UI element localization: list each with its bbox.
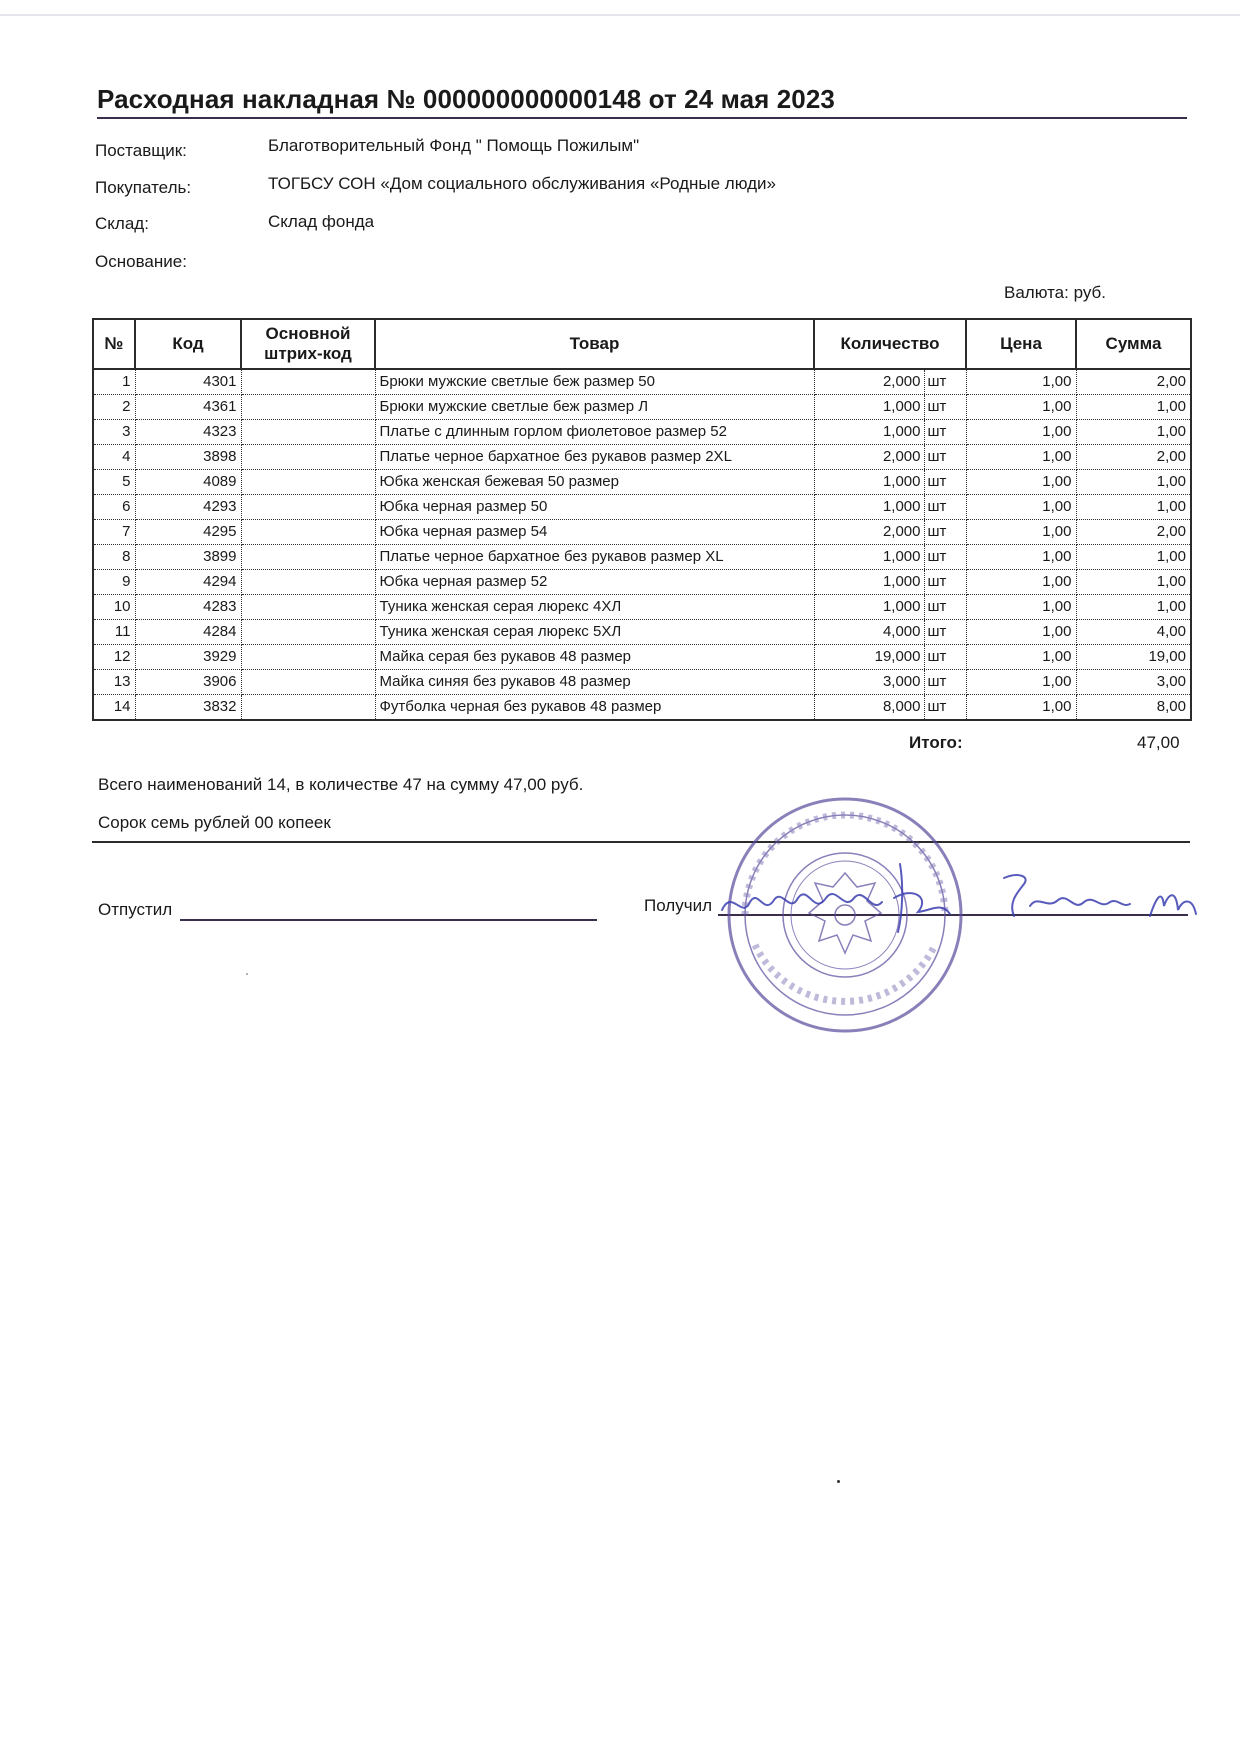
col-header-sum: Сумма: [1076, 319, 1191, 369]
released-label: Отпустил: [98, 900, 173, 919]
row-num: 7: [93, 520, 135, 545]
row-qty: [814, 420, 966, 445]
row-price: 1,00: [966, 520, 1076, 545]
row-unit: шт: [924, 445, 962, 469]
table-row: [93, 470, 1191, 495]
row-qty-value: 1,000: [882, 498, 921, 515]
row-unit: шт: [924, 395, 962, 419]
row-sum: 8,00: [1076, 695, 1191, 721]
col-header-code: Код: [135, 319, 241, 369]
row-barcode: [241, 620, 375, 645]
document-title: Расходная накладная № 000000000000148 от 24 мая 2023: [97, 84, 835, 114]
currency-label: Валюта: руб.: [1004, 283, 1106, 302]
row-unit: шт: [924, 645, 962, 669]
row-product: Брюки мужские светлые беж размер 50: [375, 369, 814, 395]
row-qty-value: 1,000: [882, 573, 921, 590]
buyer-label: Покупатель:: [95, 178, 192, 197]
col-header-barcode-line2: штрих-код: [264, 344, 352, 363]
table-row: [93, 445, 1191, 470]
row-num: 10: [93, 595, 135, 620]
row-product: Футболка черная без рукавов 48 размер: [375, 695, 814, 721]
row-product: Брюки мужские светлые беж размер Л: [375, 395, 814, 420]
col-header-qty: Количество: [814, 319, 966, 369]
row-qty-value: 1,000: [882, 423, 921, 440]
row-barcode: [241, 570, 375, 595]
row-qty: [814, 395, 966, 420]
row-unit: шт: [924, 570, 962, 594]
warehouse-label: Склад:: [95, 214, 149, 233]
table-header-row: [93, 319, 1191, 369]
row-price: 1,00: [966, 570, 1076, 595]
row-sum: 1,00: [1076, 595, 1191, 620]
supplier-label: Поставщик:: [95, 141, 187, 160]
row-num: 14: [93, 695, 135, 721]
row-product: Туника женская серая люрекс 4ХЛ: [375, 595, 814, 620]
row-price: 1,00: [966, 369, 1076, 395]
col-header-barcode-line1: Основной: [265, 324, 351, 343]
row-product: Юбка черная размер 52: [375, 570, 814, 595]
row-barcode: [241, 595, 375, 620]
row-price: 1,00: [966, 645, 1076, 670]
row-qty-value: 19,000: [874, 648, 921, 665]
buyer-value: ТОГБСУ СОН «Дом социального обслуживания «Родные люди»: [268, 174, 776, 193]
row-product: Платье черное бархатное без рукавов размер 2XL: [375, 445, 814, 470]
scan-speck: [246, 973, 248, 975]
row-price: 1,00: [966, 670, 1076, 695]
row-price: 1,00: [966, 545, 1076, 570]
row-price: 1,00: [966, 595, 1076, 620]
row-code: 3906: [135, 670, 241, 695]
row-sum: 1,00: [1076, 570, 1191, 595]
row-price: 1,00: [966, 445, 1076, 470]
row-qty: [814, 470, 966, 495]
row-qty: [814, 545, 966, 570]
row-sum: 4,00: [1076, 620, 1191, 645]
row-num: 8: [93, 545, 135, 570]
table-row: [93, 495, 1191, 520]
basis-label: Основание:: [95, 252, 187, 271]
row-price: 1,00: [966, 620, 1076, 645]
row-qty: [814, 620, 966, 645]
warehouse-value: Склад фонда: [268, 212, 375, 231]
row-product: Туника женская серая люрекс 5ХЛ: [375, 620, 814, 645]
row-qty-value: 2,000: [882, 448, 921, 465]
row-barcode: [241, 645, 375, 670]
row-product: Юбка женская бежевая 50 размер: [375, 470, 814, 495]
col-header-num: №: [93, 319, 135, 369]
row-num: 9: [93, 570, 135, 595]
row-code: 4294: [135, 570, 241, 595]
row-unit: шт: [924, 420, 962, 444]
row-code: 3832: [135, 695, 241, 721]
row-unit: шт: [924, 595, 962, 619]
row-qty-value: 1,000: [882, 473, 921, 490]
amount-in-words: Сорок семь рублей 00 копеек: [98, 813, 331, 832]
row-qty: [814, 369, 966, 395]
row-sum: 1,00: [1076, 395, 1191, 420]
row-barcode: [241, 395, 375, 420]
row-qty: [814, 670, 966, 695]
row-unit: шт: [924, 670, 962, 694]
row-barcode: [241, 545, 375, 570]
row-code: 4295: [135, 520, 241, 545]
row-barcode: [241, 670, 375, 695]
row-code: 4283: [135, 595, 241, 620]
summary-text: Всего наименований 14, в количестве 47 на сумму 47,00 руб.: [98, 775, 584, 794]
row-qty-value: 8,000: [882, 698, 921, 715]
row-num: 1: [93, 369, 135, 395]
row-qty: [814, 595, 966, 620]
row-unit: шт: [924, 545, 962, 569]
row-sum: 3,00: [1076, 670, 1191, 695]
received-label: Получил: [644, 896, 712, 915]
row-qty-value: 4,000: [882, 623, 921, 640]
total-label: Итого:: [909, 733, 963, 752]
row-barcode: [241, 495, 375, 520]
page-top-edge: [0, 14, 1240, 16]
col-header-price: Цена: [966, 319, 1076, 369]
row-sum: 1,00: [1076, 420, 1191, 445]
row-code: 4284: [135, 620, 241, 645]
row-qty-value: 2,000: [882, 373, 921, 390]
row-qty: [814, 520, 966, 545]
handwritten-signature: [718, 858, 1208, 938]
words-underline: [92, 841, 1190, 843]
row-code: 4301: [135, 369, 241, 395]
table-row: [93, 545, 1191, 570]
row-price: 1,00: [966, 470, 1076, 495]
row-sum: 19,00: [1076, 645, 1191, 670]
row-sum: 2,00: [1076, 445, 1191, 470]
row-code: 4089: [135, 470, 241, 495]
row-unit: шт: [924, 470, 962, 494]
row-qty: [814, 570, 966, 595]
row-qty-value: 1,000: [882, 598, 921, 615]
row-num: 6: [93, 495, 135, 520]
title-underline: [97, 117, 1187, 119]
row-code: 3899: [135, 545, 241, 570]
row-sum: 2,00: [1076, 369, 1191, 395]
supplier-value: Благотворительный Фонд " Помощь Пожилым": [268, 136, 640, 155]
row-product: Майка серая без рукавов 48 размер: [375, 645, 814, 670]
row-barcode: [241, 420, 375, 445]
table-row: [93, 369, 1191, 395]
row-code: 3898: [135, 445, 241, 470]
row-num: 5: [93, 470, 135, 495]
row-barcode: [241, 470, 375, 495]
row-barcode: [241, 369, 375, 395]
row-sum: 2,00: [1076, 520, 1191, 545]
col-header-product: Товар: [375, 319, 814, 369]
table-row: [93, 670, 1191, 695]
total-value: 47,00: [1137, 733, 1180, 752]
row-num: 12: [93, 645, 135, 670]
row-barcode: [241, 520, 375, 545]
col-header-barcode: [241, 319, 375, 369]
table-body: [93, 369, 1191, 720]
row-unit: шт: [924, 695, 962, 719]
row-unit: шт: [924, 495, 962, 519]
table-row: [93, 570, 1191, 595]
row-sum: 1,00: [1076, 470, 1191, 495]
row-code: 4361: [135, 395, 241, 420]
row-barcode: [241, 445, 375, 470]
row-sum: 1,00: [1076, 545, 1191, 570]
table-row: [93, 645, 1191, 670]
row-num: 11: [93, 620, 135, 645]
released-signature-line: [180, 919, 597, 921]
row-qty: [814, 445, 966, 470]
row-qty: [814, 495, 966, 520]
row-qty-value: 3,000: [882, 673, 921, 690]
row-product: Платье черное бархатное без рукавов размер XL: [375, 545, 814, 570]
row-price: 1,00: [966, 420, 1076, 445]
row-num: 2: [93, 395, 135, 420]
row-product: Майка синяя без рукавов 48 размер: [375, 670, 814, 695]
row-qty: [814, 645, 966, 670]
row-code: 4323: [135, 420, 241, 445]
table-row: [93, 695, 1191, 721]
row-qty: [814, 695, 966, 721]
scan-speck: [837, 1480, 840, 1483]
row-price: 1,00: [966, 495, 1076, 520]
row-code: 4293: [135, 495, 241, 520]
row-unit: шт: [924, 520, 962, 544]
row-barcode: [241, 695, 375, 721]
row-product: Юбка черная размер 54: [375, 520, 814, 545]
row-num: 13: [93, 670, 135, 695]
table-row: [93, 620, 1191, 645]
row-sum: 1,00: [1076, 495, 1191, 520]
row-qty-value: 1,000: [882, 398, 921, 415]
row-unit: шт: [924, 370, 962, 394]
table-row: [93, 395, 1191, 420]
row-price: 1,00: [966, 395, 1076, 420]
items-table: [92, 318, 1192, 721]
row-num: 3: [93, 420, 135, 445]
row-num: 4: [93, 445, 135, 470]
table-row: [93, 420, 1191, 445]
row-qty-value: 2,000: [882, 523, 921, 540]
table-row: [93, 520, 1191, 545]
row-price: 1,00: [966, 695, 1076, 721]
row-product: Платье с длинным горлом фиолетовое размер 52: [375, 420, 814, 445]
row-code: 3929: [135, 645, 241, 670]
row-unit: шт: [924, 620, 962, 644]
row-qty-value: 1,000: [882, 548, 921, 565]
row-product: Юбка черная размер 50: [375, 495, 814, 520]
table-row: [93, 595, 1191, 620]
